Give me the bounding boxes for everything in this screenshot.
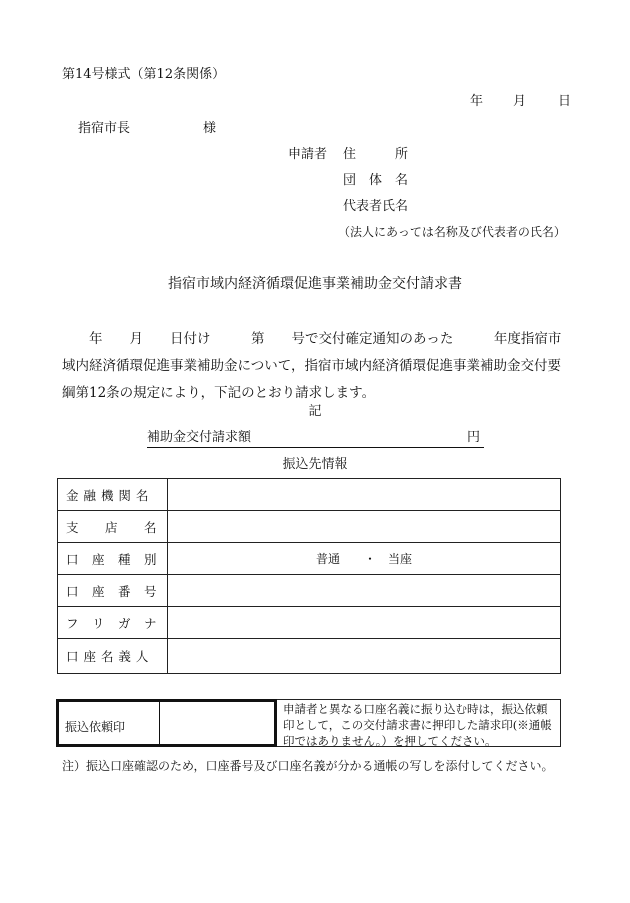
- account-number-label: 口 座 番 号: [58, 575, 168, 607]
- request-body: 年 月 日付け 第 号で交付確定通知のあった 年度指宿市域内経済循環促進事業補助金について，指宿市域内経済循環促進事業補助金交付要綱第12条の規定により，下記のとおり請求します。: [62, 331, 562, 401]
- date-year: 年: [470, 94, 484, 109]
- stamp-divider: [159, 702, 160, 744]
- document-title: 指宿市域内経済循環促進事業補助金交付請求書: [168, 276, 462, 292]
- mayor-addressee: 指宿市長: [78, 121, 131, 136]
- table-row: [58, 543, 561, 575]
- amount-unit: 円: [466, 430, 480, 445]
- branch-name-field[interactable]: [168, 511, 561, 543]
- bank-name-label: 金 融 機 関 名: [58, 479, 168, 511]
- table-row: [58, 639, 561, 674]
- applicant-group-label: 団 体 名: [343, 173, 409, 188]
- mayor-honorific: 様: [203, 121, 217, 136]
- footnote: 注）振込口座確認のため，口座番号及び口座名義が分かる通帳の写しを添付してください。: [62, 759, 554, 773]
- bank-name-field[interactable]: [168, 479, 561, 511]
- form-number: 第14号様式（第12条関係）: [62, 67, 226, 82]
- bank-info-title: 振込先情報: [282, 457, 348, 472]
- table-row: [58, 607, 561, 639]
- table-row: [58, 511, 561, 543]
- stamp-label: 振込依頼印: [65, 720, 126, 734]
- furigana-label: フ リ ガ ナ: [58, 607, 168, 639]
- date-day: 日: [558, 94, 572, 109]
- amount-label: 補助金交付請求額: [147, 430, 252, 445]
- account-holder-field[interactable]: [168, 639, 561, 674]
- table-row: [58, 479, 561, 511]
- account-number-field[interactable]: [168, 575, 561, 607]
- date-line: [470, 95, 571, 108]
- furigana-field[interactable]: [168, 607, 561, 639]
- applicant-representative-label: 代表者氏名: [343, 199, 409, 214]
- ki-heading: 記: [308, 404, 322, 419]
- bank-info-table: [57, 478, 561, 674]
- branch-name-label: 支 店 名: [58, 511, 168, 543]
- account-holder-label: 口 座 名 義 人: [58, 639, 168, 674]
- applicant-label: 申請者: [288, 147, 328, 162]
- stamp-note: 申請者と異なる口座名義に振り込む時は，振込依頼印として，この交付請求書に押印した請求印(※通帳印ではありません。）を押してください。: [277, 699, 561, 747]
- account-type-field[interactable]: 普通 ・ 当座: [168, 543, 561, 575]
- stamp-box: [56, 699, 277, 747]
- applicant-note: （法人にあっては名称及び代表者の氏名）: [338, 225, 566, 239]
- account-type-label: 口 座 種 別: [58, 543, 168, 575]
- date-month: 月: [513, 94, 527, 109]
- table-row: [58, 575, 561, 607]
- applicant-address-label: 住 所: [343, 147, 409, 162]
- amount-line: [147, 431, 484, 448]
